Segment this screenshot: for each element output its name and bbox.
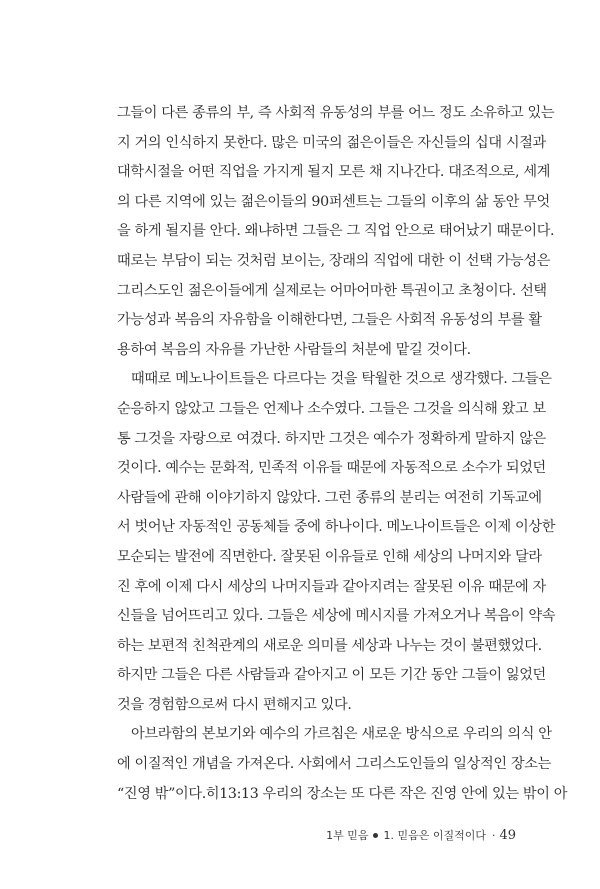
text-line: 용하여 복음의 자유를 가난한 사람들의 처분에 맡길 것이다. (117, 341, 471, 358)
text-line: 그들이 다른 종류의 부, 즉 사회적 유동성의 부를 어느 정도 소유하고 있는 (117, 105, 555, 121)
page-number: 49 (499, 828, 516, 843)
text-line: 신들을 넘어뜨리고 있다. 그들은 세상에 메시지를 가져오거나 복음이 약속 (117, 608, 556, 625)
body-text (117, 99, 568, 809)
text-line: 하지만 그들은 다른 사람들과 같아지고 이 모든 기간 동안 그들이 잃었던 (117, 667, 546, 684)
paragraph-3 (117, 720, 568, 809)
footer-part-title: 1부 믿음 (326, 829, 369, 842)
text-line: 통 그것을 자랑으로 여겼다. 하지만 그것은 예수가 정확하게 말하지 않은 (117, 430, 546, 447)
text-line: 사람들에 관해 이야기하지 않았다. 그런 종류의 분리는 여전히 기독교에 (117, 489, 542, 506)
text-line: 때로는 부담이 되는 것처럼 보이는, 장래의 직업에 대한 이 선택 가능성은 (117, 252, 551, 269)
footer-chapter-title: 1. 믿음은 이질적이다 (383, 829, 486, 842)
text-line: 것이다. 예수는 문화적, 민족적 이유들 때문에 자동적으로 소수가 되었던 (117, 460, 546, 477)
text-line: 진 후에 이제 다시 세상의 나머지들과 같아지려는 잘못된 이유 때문에 자 (117, 578, 546, 595)
dot-separator: · (491, 829, 496, 842)
text-line: “진영 밖”이다.히13:13 우리의 장소는 또 다른 작은 진영 안에 있는 밖이 아 (117, 785, 568, 802)
paragraph-2 (117, 365, 556, 720)
text-line: 것을 경험함으로써 다시 편해지고 있다. (117, 696, 352, 713)
text-line: 가능성과 복음의 자유함을 이해한다면, 그들은 사회적 유동성의 부를 활 (117, 312, 542, 329)
bullet-separator-icon (373, 833, 378, 838)
running-footer (326, 826, 516, 846)
text-line: 그리스도인 젊은이들에게 실제로는 어마어마한 특권이고 초청이다. 선택 (117, 282, 547, 299)
text-line: 순응하지 않았고 그들은 언제나 소수였다. 그들은 그것을 의식해 왔고 보 (117, 400, 546, 417)
text-line: 의 다른 지역에 있는 젊은이들의 90퍼센트는 그들의 이후의 삶 동안 무엇 (117, 193, 550, 210)
text-line: 서 벗어난 자동적인 공동체들 중에 하나이다. 메노나이트들은 이제 이상한 (117, 519, 556, 536)
paragraph-1 (117, 99, 555, 365)
text-line: 지 거의 인식하지 못한다. 많은 미국의 젊은이들은 자신들의 십대 시절과 (117, 134, 546, 151)
text-line: 에 이질적인 개념을 가져온다. 사회에서 그리스도인들의 일상적인 장소는 (117, 756, 551, 773)
text-line: 아브라함의 본보기와 예수의 가르침은 새로운 방식으로 우리의 의식 안 (131, 726, 552, 743)
text-line: 대학시절을 어떤 직업을 가지게 될지 모른 채 지나간다. 대조적으로, 세계 (117, 164, 551, 181)
text-line: 모순되는 발전에 직면한다. 잘못된 이유들로 인해 세상의 나머지와 달라 (117, 548, 542, 565)
text-line: 하는 보편적 친척관계의 새로운 의미를 세상과 나누는 것이 불편했었다. (117, 637, 542, 654)
text-line: 때때로 메노나이트들은 다르다는 것을 탁월한 것으로 생각했다. 그들은 (131, 371, 552, 388)
text-line: 을 하게 될지를 안다. 왜냐하면 그들은 그 직업 안으로 태어났기 때문이다. (117, 223, 555, 240)
